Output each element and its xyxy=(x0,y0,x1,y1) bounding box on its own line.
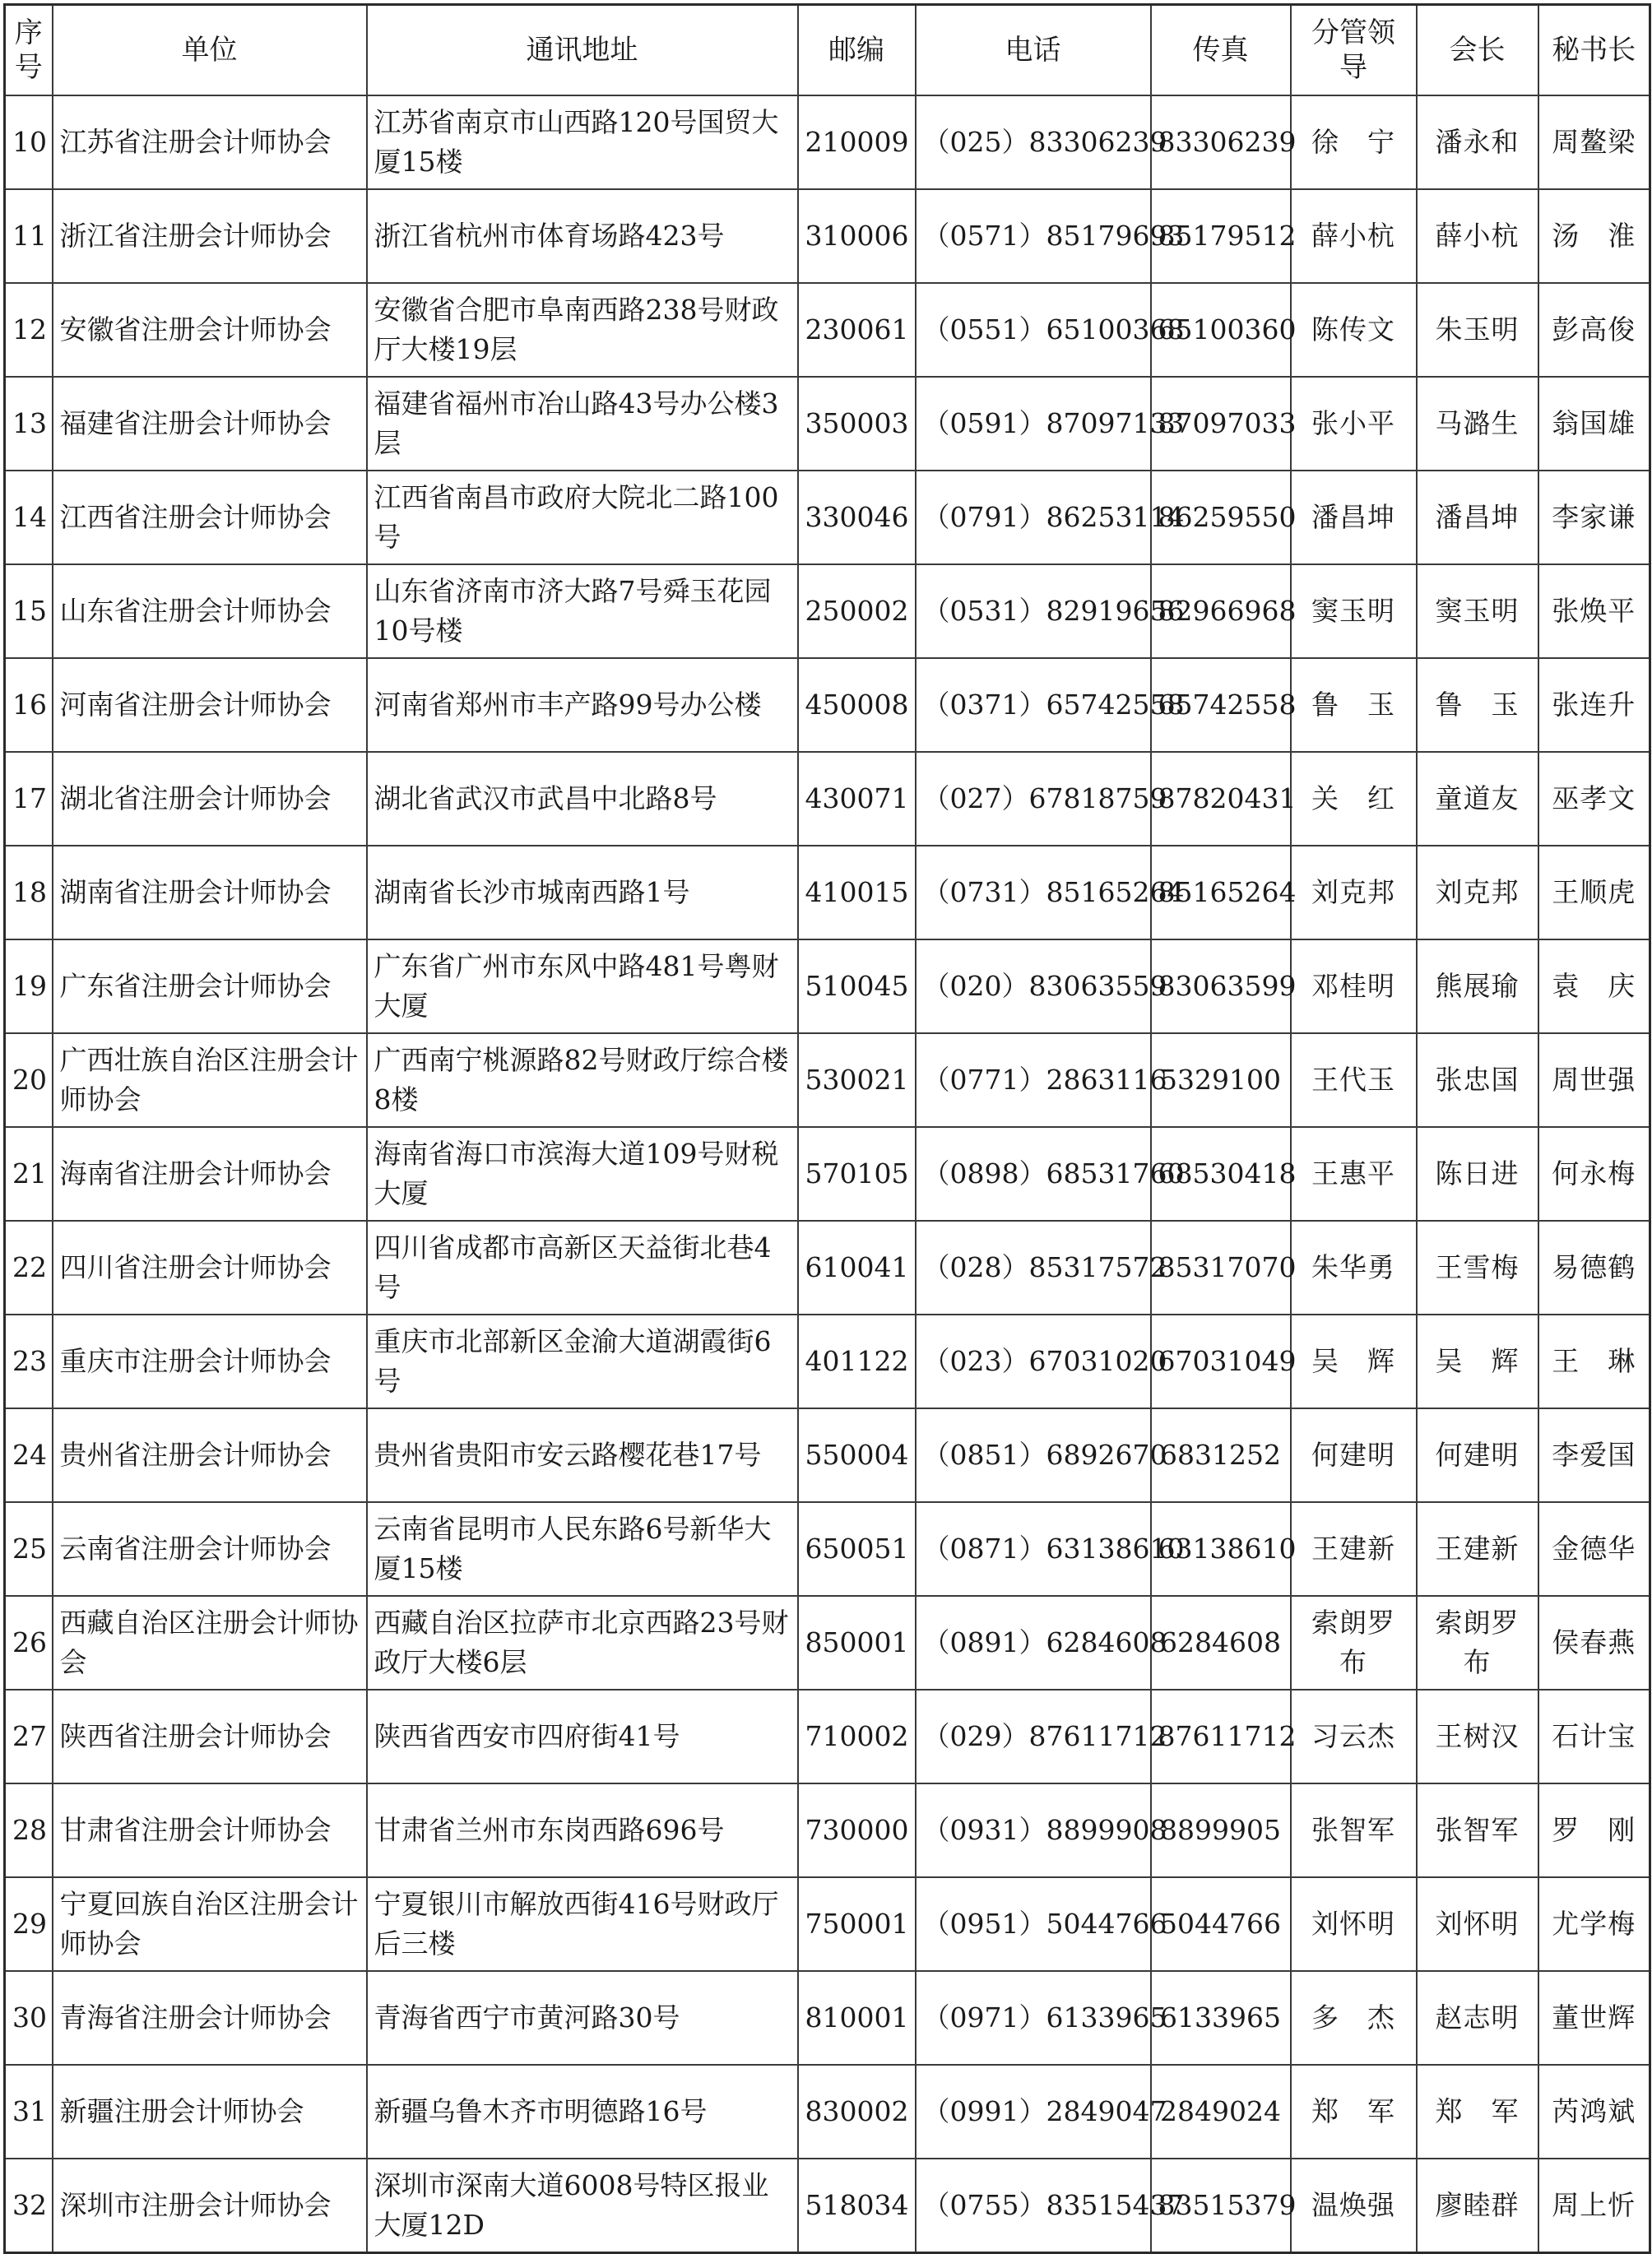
cell-president: 陈日进 xyxy=(1417,1127,1538,1221)
cell-leader: 吴 辉 xyxy=(1291,1315,1417,1408)
table-row xyxy=(5,1033,1650,1127)
table-row xyxy=(5,658,1650,752)
cell-phone: （029）87611712 xyxy=(916,1690,1151,1783)
cell-zip: 750001 xyxy=(798,1877,916,1971)
cell-leader: 王建新 xyxy=(1291,1502,1417,1596)
cell-seq: 32 xyxy=(5,2159,53,2253)
table-row xyxy=(5,1877,1650,1971)
cell-zip: 518034 xyxy=(798,2159,916,2253)
cell-leader: 邓桂明 xyxy=(1291,939,1417,1033)
cell-fax: 6133965 xyxy=(1151,1971,1291,2065)
cell-seq: 15 xyxy=(5,564,53,658)
cell-leader: 温焕强 xyxy=(1291,2159,1417,2253)
cell-zip: 610041 xyxy=(798,1221,916,1315)
cell-phone: （0971）6133965 xyxy=(916,1971,1151,2065)
cell-leader: 徐 宁 xyxy=(1291,95,1417,189)
cell-president: 童道友 xyxy=(1417,752,1538,846)
cell-secretary: 周上忻 xyxy=(1538,2159,1650,2253)
cell-fax: 83306239 xyxy=(1151,95,1291,189)
header-fax: 传真 xyxy=(1151,5,1291,96)
cell-zip: 730000 xyxy=(798,1783,916,1877)
cell-leader: 刘怀明 xyxy=(1291,1877,1417,1971)
cell-phone: （0731）85165264 xyxy=(916,846,1151,939)
cell-leader: 陈传文 xyxy=(1291,283,1417,377)
cell-seq: 27 xyxy=(5,1690,53,1783)
cell-secretary: 尤学梅 xyxy=(1538,1877,1650,1971)
cell-address: 深圳市深南大道6008号特区报业大厦12D xyxy=(367,2159,798,2253)
cell-unit: 西藏自治区注册会计师协会 xyxy=(53,1596,367,1690)
cell-leader: 索朗罗布 xyxy=(1291,1596,1417,1690)
table-row xyxy=(5,1315,1650,1408)
cell-fax: 85165264 xyxy=(1151,846,1291,939)
cell-unit: 浙江省注册会计师协会 xyxy=(53,189,367,283)
cell-president: 刘怀明 xyxy=(1417,1877,1538,1971)
cell-fax: 5044766 xyxy=(1151,1877,1291,1971)
cell-seq: 14 xyxy=(5,471,53,564)
cell-secretary: 汤 淮 xyxy=(1538,189,1650,283)
cell-fax: 6284608 xyxy=(1151,1596,1291,1690)
cell-seq: 30 xyxy=(5,1971,53,2065)
cell-secretary: 石计宝 xyxy=(1538,1690,1650,1783)
cell-president: 鲁 玉 xyxy=(1417,658,1538,752)
cell-zip: 401122 xyxy=(798,1315,916,1408)
cell-zip: 570105 xyxy=(798,1127,916,1221)
cell-zip: 710002 xyxy=(798,1690,916,1783)
cell-address: 陕西省西安市四府街41号 xyxy=(367,1690,798,1783)
cell-zip: 650051 xyxy=(798,1502,916,1596)
cell-fax: 87097033 xyxy=(1151,377,1291,471)
cell-seq: 12 xyxy=(5,283,53,377)
cell-secretary: 金德华 xyxy=(1538,1502,1650,1596)
header-president: 会长 xyxy=(1417,5,1538,96)
cell-address: 浙江省杭州市体育场路423号 xyxy=(367,189,798,283)
cell-fax: 83063599 xyxy=(1151,939,1291,1033)
cell-seq: 16 xyxy=(5,658,53,752)
cell-seq: 23 xyxy=(5,1315,53,1408)
cell-zip: 330046 xyxy=(798,471,916,564)
cell-president: 张智军 xyxy=(1417,1783,1538,1877)
cell-address: 重庆市北部新区金渝大道湖霞街6号 xyxy=(367,1315,798,1408)
cell-unit: 青海省注册会计师协会 xyxy=(53,1971,367,2065)
cell-fax: 65742558 xyxy=(1151,658,1291,752)
cell-phone: （0851）6892670 xyxy=(916,1408,1151,1502)
cell-address: 山东省济南市济大路7号舜玉花园10号楼 xyxy=(367,564,798,658)
table-row xyxy=(5,846,1650,939)
cell-leader: 潘昌坤 xyxy=(1291,471,1417,564)
cell-fax: 82966968 xyxy=(1151,564,1291,658)
cell-president: 王树汉 xyxy=(1417,1690,1538,1783)
table-row xyxy=(5,939,1650,1033)
cell-address: 广西南宁桃源路82号财政厅综合楼8楼 xyxy=(367,1033,798,1127)
table-row xyxy=(5,283,1650,377)
cell-leader: 郑 军 xyxy=(1291,2065,1417,2159)
cell-seq: 25 xyxy=(5,1502,53,1596)
cell-zip: 410015 xyxy=(798,846,916,939)
cell-address: 湖南省长沙市城南西路1号 xyxy=(367,846,798,939)
cell-zip: 350003 xyxy=(798,377,916,471)
cell-fax: 67031049 xyxy=(1151,1315,1291,1408)
cell-secretary: 李爱国 xyxy=(1538,1408,1650,1502)
table-header-row xyxy=(5,5,1650,96)
cell-president: 王雪梅 xyxy=(1417,1221,1538,1315)
cell-phone: （027）67818759 xyxy=(916,752,1151,846)
cell-leader: 张智军 xyxy=(1291,1783,1417,1877)
cell-leader: 王代玉 xyxy=(1291,1033,1417,1127)
cell-phone: （0898）68531760 xyxy=(916,1127,1151,1221)
cell-secretary: 侯春燕 xyxy=(1538,1596,1650,1690)
table-row xyxy=(5,189,1650,283)
cell-address: 甘肃省兰州市东岗西路696号 xyxy=(367,1783,798,1877)
table-row xyxy=(5,95,1650,189)
cell-seq: 17 xyxy=(5,752,53,846)
cell-seq: 29 xyxy=(5,1877,53,1971)
cell-secretary: 张连升 xyxy=(1538,658,1650,752)
cell-address: 西藏自治区拉萨市北京西路23号财政厅大楼6层 xyxy=(367,1596,798,1690)
cell-address: 福建省福州市冶山路43号办公楼3层 xyxy=(367,377,798,471)
cell-unit: 云南省注册会计师协会 xyxy=(53,1502,367,1596)
cell-secretary: 李家谦 xyxy=(1538,471,1650,564)
cell-unit: 湖北省注册会计师协会 xyxy=(53,752,367,846)
cell-fax: 65100360 xyxy=(1151,283,1291,377)
cell-zip: 530021 xyxy=(798,1033,916,1127)
cell-president: 朱玉明 xyxy=(1417,283,1538,377)
cell-unit: 重庆市注册会计师协会 xyxy=(53,1315,367,1408)
cell-seq: 26 xyxy=(5,1596,53,1690)
cell-zip: 810001 xyxy=(798,1971,916,2065)
cell-leader: 朱华勇 xyxy=(1291,1221,1417,1315)
cell-president: 马潞生 xyxy=(1417,377,1538,471)
cell-seq: 11 xyxy=(5,189,53,283)
table-body xyxy=(5,95,1650,2253)
cell-unit: 贵州省注册会计师协会 xyxy=(53,1408,367,1502)
cell-fax: 87820431 xyxy=(1151,752,1291,846)
cell-secretary: 袁 庆 xyxy=(1538,939,1650,1033)
cell-phone: （0771）2863116 xyxy=(916,1033,1151,1127)
cell-zip: 830002 xyxy=(798,2065,916,2159)
cell-phone: （0371）65742558 xyxy=(916,658,1151,752)
cell-president: 潘永和 xyxy=(1417,95,1538,189)
cell-secretary: 芮鸿斌 xyxy=(1538,2065,1650,2159)
cell-unit: 江苏省注册会计师协会 xyxy=(53,95,367,189)
cell-unit: 宁夏回族自治区注册会计师协会 xyxy=(53,1877,367,1971)
cell-address: 贵州省贵阳市安云路樱花巷17号 xyxy=(367,1408,798,1502)
table-row xyxy=(5,1221,1650,1315)
cell-secretary: 何永梅 xyxy=(1538,1127,1650,1221)
cell-seq: 28 xyxy=(5,1783,53,1877)
cell-zip: 430071 xyxy=(798,752,916,846)
cell-fax: 6831252 xyxy=(1151,1408,1291,1502)
cell-address: 新疆乌鲁木齐市明德路16号 xyxy=(367,2065,798,2159)
cell-leader: 刘克邦 xyxy=(1291,846,1417,939)
cell-unit: 海南省注册会计师协会 xyxy=(53,1127,367,1221)
table-row xyxy=(5,564,1650,658)
header-zip: 邮编 xyxy=(798,5,916,96)
cell-leader: 何建明 xyxy=(1291,1408,1417,1502)
cell-address: 江苏省南京市山西路120号国贸大厦15楼 xyxy=(367,95,798,189)
cell-secretary: 王顺虎 xyxy=(1538,846,1650,939)
cell-leader: 多 杰 xyxy=(1291,1971,1417,2065)
cell-leader: 习云杰 xyxy=(1291,1690,1417,1783)
table-row xyxy=(5,1408,1650,1502)
cell-unit: 新疆注册会计师协会 xyxy=(53,2065,367,2159)
cell-address: 四川省成都市高新区天益街北巷4号 xyxy=(367,1221,798,1315)
cell-fax: 8899905 xyxy=(1151,1783,1291,1877)
cell-unit: 湖南省注册会计师协会 xyxy=(53,846,367,939)
cell-fax: 68530418 xyxy=(1151,1127,1291,1221)
cell-address: 海南省海口市滨海大道109号财税大厦 xyxy=(367,1127,798,1221)
cell-president: 张忠国 xyxy=(1417,1033,1538,1127)
cell-address: 河南省郑州市丰产路99号办公楼 xyxy=(367,658,798,752)
table-row xyxy=(5,752,1650,846)
header-address: 通讯地址 xyxy=(367,5,798,96)
cell-seq: 13 xyxy=(5,377,53,471)
cell-unit: 甘肃省注册会计师协会 xyxy=(53,1783,367,1877)
cell-zip: 450008 xyxy=(798,658,916,752)
cell-phone: （0591）87097133 xyxy=(916,377,1151,471)
cell-fax: 87611712 xyxy=(1151,1690,1291,1783)
cell-president: 潘昌坤 xyxy=(1417,471,1538,564)
cell-president: 郑 军 xyxy=(1417,2065,1538,2159)
cell-president: 廖睦群 xyxy=(1417,2159,1538,2253)
table-row xyxy=(5,1690,1650,1783)
cell-unit: 四川省注册会计师协会 xyxy=(53,1221,367,1315)
cell-secretary: 王 琳 xyxy=(1538,1315,1650,1408)
cell-seq: 22 xyxy=(5,1221,53,1315)
cell-unit: 深圳市注册会计师协会 xyxy=(53,2159,367,2253)
cell-phone: （028）85317572 xyxy=(916,1221,1151,1315)
cell-phone: （0931）8899908 xyxy=(916,1783,1151,1877)
cell-address: 宁夏银川市解放西街416号财政厅后三楼 xyxy=(367,1877,798,1971)
cell-president: 索朗罗布 xyxy=(1417,1596,1538,1690)
cell-phone: （0871）63138610 xyxy=(916,1502,1151,1596)
cell-leader: 张小平 xyxy=(1291,377,1417,471)
cell-phone: （020）83063559 xyxy=(916,939,1151,1033)
table-row xyxy=(5,377,1650,471)
cell-address: 江西省南昌市政府大院北二路100号 xyxy=(367,471,798,564)
cell-seq: 19 xyxy=(5,939,53,1033)
cell-president: 窦玉明 xyxy=(1417,564,1538,658)
cell-unit: 陕西省注册会计师协会 xyxy=(53,1690,367,1783)
cell-president: 吴 辉 xyxy=(1417,1315,1538,1408)
cell-fax: 83515379 xyxy=(1151,2159,1291,2253)
cell-leader: 鲁 玉 xyxy=(1291,658,1417,752)
cell-phone: （0755）83515437 xyxy=(916,2159,1151,2253)
cell-president: 王建新 xyxy=(1417,1502,1538,1596)
cell-seq: 24 xyxy=(5,1408,53,1502)
cell-seq: 10 xyxy=(5,95,53,189)
cell-president: 刘克邦 xyxy=(1417,846,1538,939)
cell-phone: （0571）85179693 xyxy=(916,189,1151,283)
cell-secretary: 张焕平 xyxy=(1538,564,1650,658)
association-directory-table xyxy=(3,3,1651,2254)
cell-address: 安徽省合肥市阜南西路238号财政厅大楼19层 xyxy=(367,283,798,377)
cell-unit: 江西省注册会计师协会 xyxy=(53,471,367,564)
cell-zip: 230061 xyxy=(798,283,916,377)
cell-secretary: 罗 刚 xyxy=(1538,1783,1650,1877)
cell-secretary: 易德鹤 xyxy=(1538,1221,1650,1315)
table-row xyxy=(5,1127,1650,1221)
cell-seq: 21 xyxy=(5,1127,53,1221)
table-row xyxy=(5,1971,1650,2065)
header-unit: 单位 xyxy=(53,5,367,96)
cell-phone: （0551）65100368 xyxy=(916,283,1151,377)
cell-zip: 310006 xyxy=(798,189,916,283)
header-secretary: 秘书长 xyxy=(1538,5,1650,96)
header-seq: 序号 xyxy=(5,5,53,96)
header-phone: 电话 xyxy=(916,5,1151,96)
table-row xyxy=(5,2159,1650,2253)
cell-zip: 250002 xyxy=(798,564,916,658)
cell-phone: （0531）82919656 xyxy=(916,564,1151,658)
cell-leader: 窦玉明 xyxy=(1291,564,1417,658)
cell-address: 云南省昆明市人民东路6号新华大厦15楼 xyxy=(367,1502,798,1596)
cell-unit: 广西壮族自治区注册会计师协会 xyxy=(53,1033,367,1127)
cell-secretary: 彭高俊 xyxy=(1538,283,1650,377)
cell-president: 薛小杭 xyxy=(1417,189,1538,283)
cell-fax: 86259550 xyxy=(1151,471,1291,564)
cell-fax: 63138610 xyxy=(1151,1502,1291,1596)
cell-phone: （025）83306239 xyxy=(916,95,1151,189)
cell-president: 赵志明 xyxy=(1417,1971,1538,2065)
cell-leader: 薛小杭 xyxy=(1291,189,1417,283)
cell-zip: 510045 xyxy=(798,939,916,1033)
cell-fax: 85317070 xyxy=(1151,1221,1291,1315)
cell-unit: 安徽省注册会计师协会 xyxy=(53,283,367,377)
cell-secretary: 周鳌梁 xyxy=(1538,95,1650,189)
cell-zip: 850001 xyxy=(798,1596,916,1690)
cell-unit: 河南省注册会计师协会 xyxy=(53,658,367,752)
cell-phone: （0891）6284608 xyxy=(916,1596,1151,1690)
cell-unit: 山东省注册会计师协会 xyxy=(53,564,367,658)
cell-secretary: 董世辉 xyxy=(1538,1971,1650,2065)
cell-secretary: 周世强 xyxy=(1538,1033,1650,1127)
cell-seq: 31 xyxy=(5,2065,53,2159)
cell-leader: 关 红 xyxy=(1291,752,1417,846)
table-row xyxy=(5,1596,1650,1690)
cell-leader: 王惠平 xyxy=(1291,1127,1417,1221)
table-row xyxy=(5,2065,1650,2159)
cell-president: 熊展瑜 xyxy=(1417,939,1538,1033)
cell-secretary: 巫孝文 xyxy=(1538,752,1650,846)
cell-phone: （023）67031020 xyxy=(916,1315,1151,1408)
cell-address: 湖北省武汉市武昌中北路8号 xyxy=(367,752,798,846)
cell-secretary: 翁国雄 xyxy=(1538,377,1650,471)
table-row xyxy=(5,1783,1650,1877)
cell-seq: 20 xyxy=(5,1033,53,1127)
cell-phone: （0791）86253114 xyxy=(916,471,1151,564)
cell-president: 何建明 xyxy=(1417,1408,1538,1502)
table-row xyxy=(5,471,1650,564)
table-row xyxy=(5,1502,1650,1596)
cell-zip: 210009 xyxy=(798,95,916,189)
cell-zip: 550004 xyxy=(798,1408,916,1502)
cell-address: 广东省广州市东风中路481号粤财大厦 xyxy=(367,939,798,1033)
cell-phone: （0951）5044766 xyxy=(916,1877,1151,1971)
cell-fax: 85179512 xyxy=(1151,189,1291,283)
cell-address: 青海省西宁市黄河路30号 xyxy=(367,1971,798,2065)
cell-seq: 18 xyxy=(5,846,53,939)
cell-unit: 广东省注册会计师协会 xyxy=(53,939,367,1033)
cell-phone: （0991）2849047 xyxy=(916,2065,1151,2159)
cell-fax: 2849024 xyxy=(1151,2065,1291,2159)
cell-fax: 5329100 xyxy=(1151,1033,1291,1127)
header-leader: 分管领导 xyxy=(1291,5,1417,96)
cell-unit: 福建省注册会计师协会 xyxy=(53,377,367,471)
